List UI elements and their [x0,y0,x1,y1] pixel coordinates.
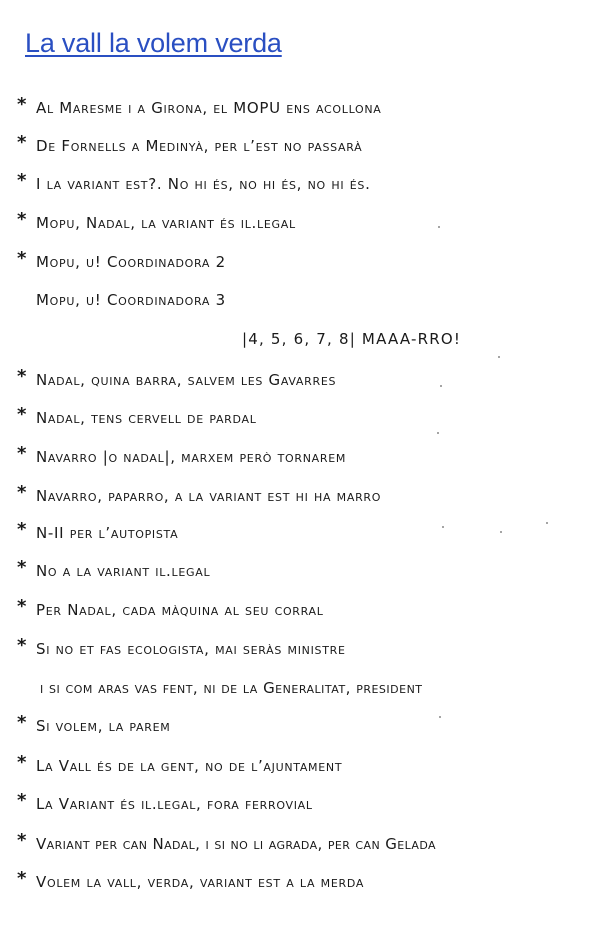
scan-speck [438,226,440,228]
bullet-marker: * [17,752,27,773]
chant-line: Volem la vall, verda, variant est a la merda [36,873,365,891]
scan-speck [500,531,502,533]
chant-line: Al Maresme i a Girona, el MOPU ens acollona [36,99,382,117]
bullet-marker: * [17,596,27,617]
scan-speck [498,356,500,358]
chant-line: Navarro, paparro, a la variant est hi ha marro [36,487,382,505]
bullet-marker: * [17,248,27,269]
bullet-marker: * [17,132,27,153]
chant-line: No a la variant il.legal [36,562,211,580]
chant-line: N-II per l’autopista [36,524,179,542]
chant-line: De Fornells a Medinyà, per l’est no passarà [36,137,363,155]
bullet-marker: * [17,94,27,115]
chant-line: Nadal, quina barra, salvem les Gavarres [36,371,337,389]
chant-line: La Variant és il.legal, fora ferrovial [36,795,313,813]
bullet-marker: * [17,868,27,889]
scan-speck [440,385,442,387]
bullet-marker: * [17,404,27,425]
bullet-marker: * [17,366,27,387]
chant-line: Si no et fas ecologista, mai seràs ministre [36,640,346,658]
bullet-marker: * [17,712,27,733]
scan-speck [442,526,444,528]
page-title: La vall la volem verda [25,28,282,58]
chant-line-count: |4, 5, 6, 7, 8| MAAA-RRO! [242,330,462,348]
chant-line: Mopu, Nadal, la variant és il.legal [36,214,296,232]
bullet-marker: * [17,170,27,191]
chant-line: Nadal, tens cervell de pardal [36,409,257,427]
chant-line: Navarro |o nadal|, marxem però tornarem [36,448,347,466]
chant-line: Mopu, u! Coordinadora 3 [36,291,226,309]
scan-speck [437,432,439,434]
chant-line: La Vall és de la gent, no de l’ajuntament [36,757,343,775]
chant-line: I la variant est?. No hi és, no hi és, no hi és. [36,175,371,193]
bullet-marker: * [17,482,27,503]
bullet-marker: * [17,519,27,540]
chant-line: Mopu, u! Coordinadora 2 [36,253,226,271]
bullet-marker: * [17,557,27,578]
bullet-marker: * [17,209,27,230]
bullet-marker: * [17,790,27,811]
chant-line: i si com aras vas fent, ni de la Generalitat, president [40,679,423,697]
chant-line: Per Nadal, cada màquina al seu corral [36,601,324,619]
chant-line: Si volem, la parem [36,717,171,735]
scan-speck [546,522,548,524]
chant-line: Variant per can Nadal, i si no li agrada, per can Gelada [36,835,436,853]
bullet-marker: * [17,635,27,656]
bullet-marker: * [17,443,27,464]
bullet-marker: * [17,830,27,851]
scan-speck [439,716,441,718]
